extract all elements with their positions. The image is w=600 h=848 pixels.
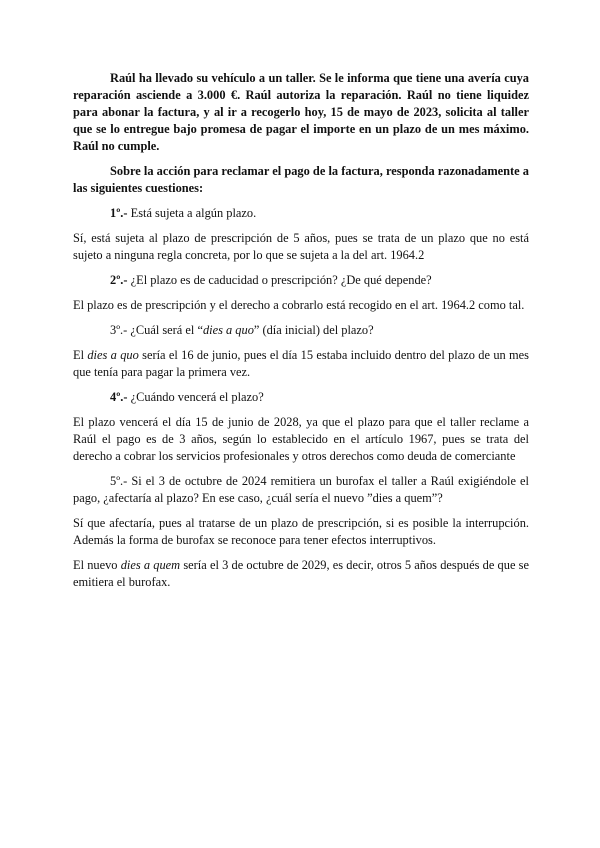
question-2-number: 2º.- (110, 273, 128, 287)
question-4 (73, 389, 529, 406)
question-4-number: 4º.- (110, 390, 128, 404)
question-2 (73, 272, 529, 289)
question-1-text: Está sujeta a algún plazo. (130, 206, 257, 220)
document-body (73, 70, 529, 591)
question-1-number: 1º.- (110, 206, 128, 220)
question-4-text: ¿Cuándo vencerá el plazo? (130, 390, 264, 404)
instruction: Sobre la acción para reclamar el pago de la factura, responda razonadamente a las siguientes cuestiones: (73, 164, 529, 195)
question-3-italic-term: dies a quo (202, 323, 254, 337)
answer-3-suffix: sería el 16 de junio, pues el día 15 estaba incluido dentro del plazo de un mes que tenía para pagar la primera vez. (73, 348, 530, 379)
answer-5b-italic-term: dies a quem (120, 558, 181, 572)
question-5: 5º.- Si el 3 de octubre de 2024 remitiera un burofax el taller a Raúl exigiéndole el pago, ¿afectaría al plazo? En ese caso, ¿cuál sería el nuevo ”dies a quem”? (73, 474, 529, 505)
question-3-prefix: 3º.- ¿Cuál será el “ (110, 323, 203, 337)
answer-5b-prefix: El nuevo (73, 558, 121, 572)
answer-5a: Sí que afectaría, pues al tratarse de un plazo de prescripción, si es posible la interrupción. Además la forma de burofax se reconoce para tener efectos interruptivos. (73, 516, 529, 547)
question-1 (73, 205, 529, 222)
answer-3 (73, 347, 529, 381)
question-2-text: ¿El plazo es de caducidad o prescripción? ¿De qué depende? (130, 273, 432, 287)
answer-4: El plazo vencerá el día 15 de junio de 2028, ya que el plazo para que el taller reclame a Raúl el pago es de 3 años, según lo establecido en el artículo 1967, pues se trata del derecho a cobrar los servicios profesionales y otros derechos como deuda de comerciante (73, 415, 529, 463)
case-statement: Raúl ha llevado su vehículo a un taller. Se le informa que tiene una avería cuya reparación asciende a 3.000 €. Raúl autoriza la reparación. Raúl no tiene liquidez para abonar la factura, y al ir a recogerlo hoy, 15 de mayo de 2023, solicita al taller que se lo entregue bajo promesa de pagar el importe en un plazo de un mes máximo. Raúl no cumple. (73, 71, 529, 153)
question-3-suffix: ” (día inicial) del plazo? (253, 323, 374, 337)
answer-3-prefix: El (73, 348, 88, 362)
question-3 (73, 322, 529, 339)
answer-5b (73, 557, 529, 591)
answer-3-italic-term: dies a quo (87, 348, 139, 362)
answer-5b-suffix: sería el 3 de octubre de 2029, es decir, otros 5 años después de que se emitiera el burofax. (73, 558, 529, 589)
answer-1: Sí, está sujeta al plazo de prescripción de 5 años, pues se trata de un plazo que no está sujeto a ninguna regla concreta, por lo que se sujeta a la del art. 1964.2 (73, 231, 529, 262)
answer-2: El plazo es de prescripción y el derecho a cobrarlo está recogido en el art. 1964.2 como tal. (73, 298, 525, 312)
